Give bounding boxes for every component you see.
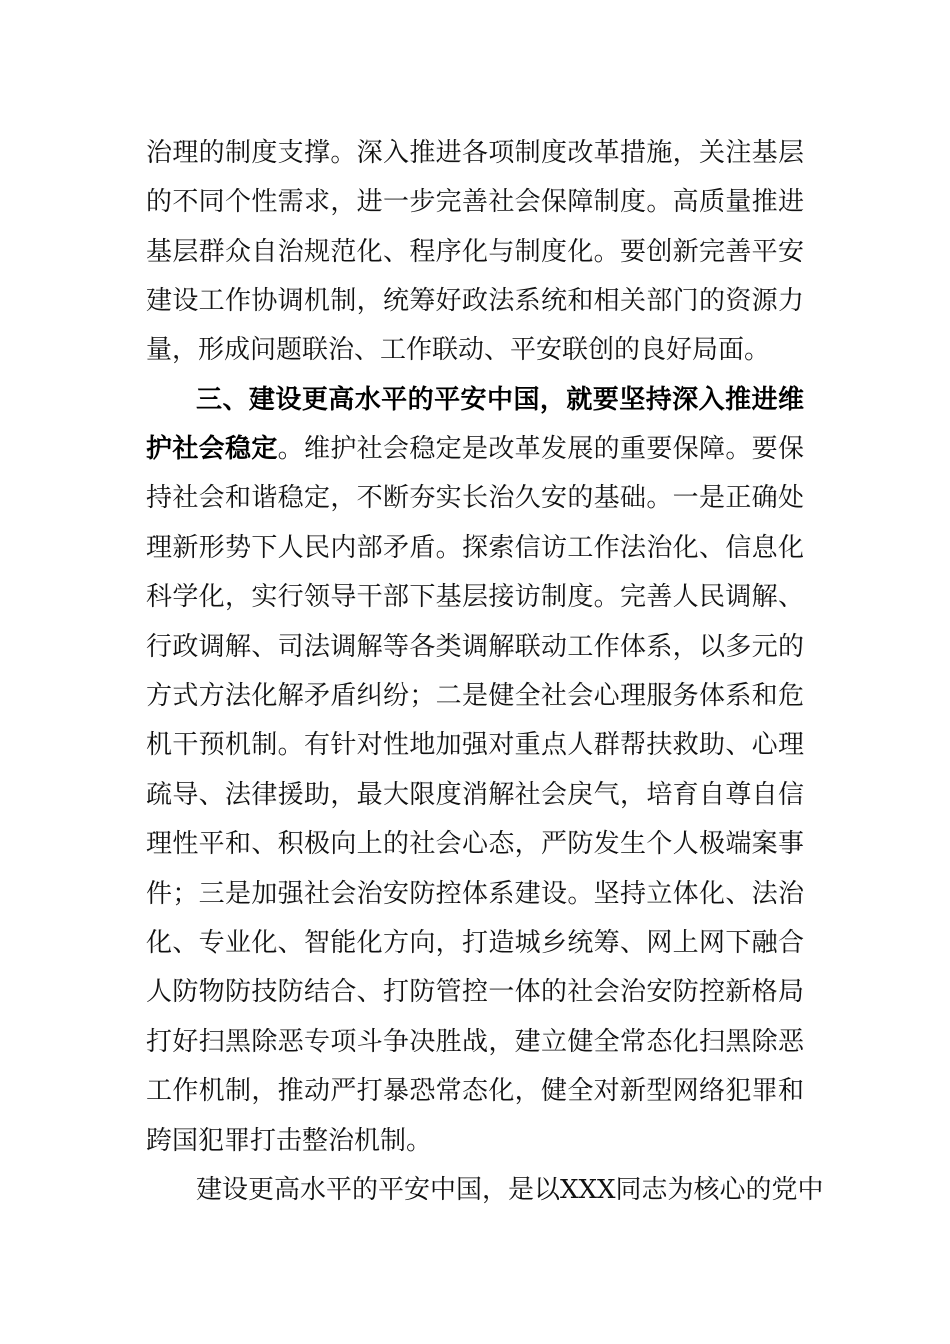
text-line: 建设工作协调机制，统筹好政法系统和相关部门的资源力 bbox=[146, 286, 804, 316]
text-line: 机干预机制。有针对性地加强对重点人群帮扶救助、心理 bbox=[146, 730, 804, 760]
text-line: 持社会和谐稳定，不断夯实长治久安的基础。一是正确处 bbox=[146, 483, 804, 513]
text-line: 疏导、法律援助，最大限度消解社会戾气，培育自尊自信 bbox=[146, 780, 804, 810]
text-line: 化、专业化、智能化方向，打造城乡统筹、网上网下融合 bbox=[146, 928, 804, 958]
text-line: 量，形成问题联治、工作联动、平安联创的良好局面。 bbox=[146, 335, 771, 365]
section-heading-tail: 护社会稳定 bbox=[146, 434, 278, 464]
text-line: 跨国犯罪打击整治机制。 bbox=[146, 1126, 433, 1156]
text-line: 行政调解、司法调解等各类调解联动工作体系，以多元的 bbox=[146, 632, 804, 662]
text-line: 方式方法化解矛盾纠纷；二是健全社会心理服务体系和危 bbox=[146, 681, 804, 711]
text-line: 打好扫黑除恶专项斗争决胜战，建立健全常态化扫黑除恶 bbox=[146, 1027, 804, 1057]
text-line: 理新形势下人民内部矛盾。探索信访工作法治化、信息化 bbox=[146, 533, 804, 563]
text-line: 件；三是加强社会治安防控体系建设。坚持立体化、法治 bbox=[146, 879, 804, 909]
text-line: 工作机制，推动严打暴恐常态化，健全对新型网络犯罪和 bbox=[146, 1076, 804, 1106]
section-heading-line: 三、建设更高水平的平安中国，就要坚持深入推进维 bbox=[196, 385, 804, 415]
text-line-mixed bbox=[146, 424, 804, 474]
text-line: 建设更高水平的平安中国，是以XXX同志为核心的党中 bbox=[196, 1175, 824, 1205]
text-line: 治理的制度支撑。深入推进各项制度改革措施，关注基层 bbox=[146, 138, 804, 168]
text-line: 基层群众自治规范化、程序化与制度化。要创新完善平安 bbox=[146, 237, 804, 267]
text-line: 科学化，实行领导干部下基层接访制度。完善人民调解、 bbox=[146, 582, 804, 612]
text-line: 人防物防技防结合、打防管控一体的社会治安防控新格局 bbox=[146, 977, 804, 1007]
text-line: 的不同个性需求，进一步完善社会保障制度。高质量推进 bbox=[146, 187, 804, 217]
text-span: 。维护社会稳定是改革发展的重要保障。要保 bbox=[277, 434, 804, 464]
text-line: 理性平和、积极向上的社会心态，严防发生个人极端案事 bbox=[146, 829, 804, 859]
